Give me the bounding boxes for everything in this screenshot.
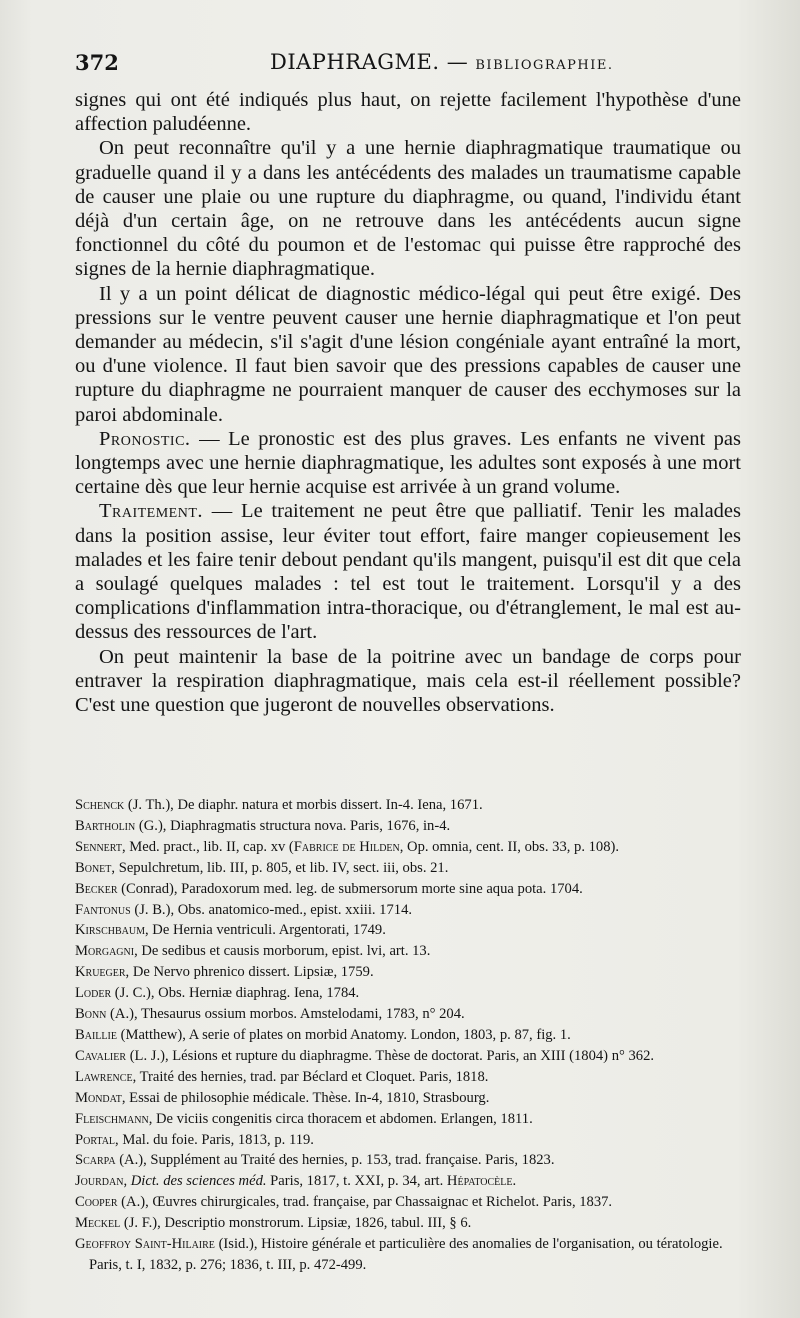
bibliography-entry bbox=[75, 1067, 741, 1088]
bibliography-entry bbox=[75, 837, 741, 858]
entry-text: (Conrad), Paradoxorum med. leg. de submersorum morte sine aqua pota. 1704. bbox=[117, 880, 583, 897]
entry-author: Fantonus bbox=[75, 901, 131, 918]
entry-text: . bbox=[512, 1173, 517, 1190]
bibliography-entry bbox=[75, 941, 741, 962]
entry-text: Paris, 1817, t. XXI, p. 34, art. bbox=[266, 1173, 447, 1190]
entry-text: , bbox=[123, 1173, 131, 1190]
entry-author: Morgagni bbox=[75, 943, 135, 960]
entry-author: Jourdan bbox=[75, 1173, 124, 1190]
body-text bbox=[75, 88, 741, 717]
entry-author: Loder bbox=[75, 985, 112, 1002]
entry-author: Geoffroy Saint-Hilaire bbox=[75, 1236, 215, 1253]
running-head-section: BIBLIOGRAPHIE. bbox=[475, 58, 614, 73]
bibliography-entry bbox=[75, 1171, 741, 1192]
paragraph-text: — Le pronostic est des plus graves. Les enfants ne vivent pas longtemps avec une hernie diaphragmatique, les adultes sont exposés à une mort certaine dès que leur hernie acquise est arrivée à un grand volume. bbox=[75, 427, 741, 499]
entry-author: Fabrice de Hilden bbox=[293, 838, 400, 855]
entry-text: , Essai de philosophie médicale. Thèse. In-4, 1810, Strasbourg. bbox=[121, 1089, 490, 1106]
entry-author: Portal bbox=[75, 1131, 116, 1148]
paragraph: signes qui ont été indiqués plus haut, on rejette facilement l'hypothèse d'une affection paludéenne. bbox=[75, 89, 741, 136]
paragraph: On peut maintenir la base de la poitrine avec un bandage de corps pour entraver la respiration diaphragmatique, mais cela est-il réellement possible? C'est une question que jugeront de nouvelles observations. bbox=[75, 645, 741, 717]
running-head bbox=[270, 50, 613, 74]
entry-author: Sennert bbox=[75, 838, 122, 855]
bibliography-entry bbox=[75, 1234, 741, 1276]
running-head-dash: — bbox=[439, 50, 476, 74]
bibliography-entry bbox=[75, 1088, 741, 1109]
bibliography-entry bbox=[75, 1192, 741, 1213]
bibliography-entry bbox=[75, 858, 741, 879]
entry-text: , Mal. du foie. Paris, 1813, p. 119. bbox=[115, 1131, 314, 1148]
bibliography-entry bbox=[75, 1025, 741, 1046]
entry-author: Lawrence bbox=[75, 1068, 133, 1085]
entry-author: Schenck bbox=[75, 797, 125, 813]
entry-text: (L. J.), Lésions et rupture du diaphragme. Thèse de doctorat. Paris, an XIII (1804) n° 362. bbox=[126, 1047, 655, 1064]
bibliography bbox=[75, 795, 741, 1276]
entry-author: Fleischmann bbox=[75, 1110, 149, 1127]
bibliography-entry bbox=[75, 879, 741, 900]
page-header bbox=[75, 50, 772, 80]
paragraph-pronostic bbox=[75, 427, 741, 500]
section-label: Pronostic. bbox=[99, 427, 191, 450]
bibliography-entry bbox=[75, 1213, 741, 1234]
running-title: DIAPHRAGME. bbox=[270, 50, 440, 74]
bibliography-entry bbox=[75, 900, 741, 921]
entry-author: Krueger bbox=[75, 964, 126, 981]
bibliography-entry bbox=[75, 1150, 741, 1171]
entry-text: , Sepulchretum, lib. III, p. 805, et lib. IV, sect. iii, obs. 21. bbox=[111, 859, 449, 876]
entry-text: , De Hernia ventriculi. Argentorati, 1749. bbox=[145, 922, 386, 939]
entry-title: Dict. des sciences méd. bbox=[130, 1173, 267, 1190]
bibliography-entry bbox=[75, 983, 741, 1004]
entry-text: (G.), Diaphragmatis structura nova. Paris, 1676, in-4. bbox=[135, 817, 451, 834]
bibliography-entry bbox=[75, 920, 741, 941]
entry-author: Becker bbox=[75, 880, 118, 897]
entry-author: Bartholin bbox=[75, 817, 136, 834]
paragraph-traitement bbox=[75, 499, 741, 644]
entry-text: (A.), Œuvres chirurgicales, trad. française, par Chassaignac et Richelot. Paris, 1837. bbox=[117, 1194, 613, 1211]
bibliography-entry bbox=[75, 1004, 741, 1025]
section-label: Traitement. bbox=[99, 500, 204, 523]
paragraph-text: — Le traitement ne peut être que palliatif. Tenir les malades dans la position assise, leur éviter tout effort, faire manger copieusement les malades et les faire tenir debout pendant qu'ils mangent, puisqu'il est dit que cela a soulagé quelques malades : tel est tout le traitement. Lorsqu'il y a des complications d'inflammation intra-thoracique, ou d'étranglement, le mal est au-dessus des ressources de l'art. bbox=[75, 500, 741, 644]
entry-author: Kirschbaum bbox=[75, 922, 145, 939]
bibliography-entry bbox=[75, 816, 741, 837]
entry-author: Meckel bbox=[75, 1215, 121, 1232]
entry-text: (Isid.), Histoire générale et particulière des anomalies de l'organisation, ou tératologie. Paris, t. I, 1832, p. 276; 1836, t. III, p. 472-499. bbox=[89, 1236, 723, 1273]
entry-author: Bonn bbox=[75, 1006, 107, 1023]
entry-text: (J. F.), Descriptio monstrorum. Lipsiæ, 1826, tabul. III, § 6. bbox=[120, 1215, 472, 1232]
entry-author: Baillie bbox=[75, 1026, 117, 1043]
entry-text: , De viciis congenitis circa thoracem et abdomen. Erlangen, 1811. bbox=[148, 1110, 533, 1127]
entry-text: , Op. omnia, cent. II, obs. 33, p. 108). bbox=[399, 838, 620, 855]
entry-text: (J. Th.), De diaphr. natura et morbis dissert. In-4. Iena, 1671. bbox=[124, 797, 483, 813]
entry-text: , De sedibus et causis morborum, epist. lvi, art. 13. bbox=[134, 943, 431, 960]
entry-text: (J. B.), Obs. anatomico-med., epist. xxiii. 1714. bbox=[130, 901, 413, 918]
page-number: 372 bbox=[75, 50, 119, 75]
paragraph: Il y a un point délicat de diagnostic médico-légal qui peut être exigé. Des pressions sur le ventre peuvent causer une hernie diaphragmatique et l'on peut demander au médecin, s'il s'agit d'une lésion congéniale ayant entraîné la mort, ou d'une violence. Il faut bien savoir que des pressions capables de causer une rupture du diaphragme ne pourraient manquer de causer des ecchymoses sur la paroi abdominale. bbox=[75, 282, 741, 426]
paragraph: On peut reconnaître qu'il y a une hernie diaphragmatique traumatique ou graduelle quand il y a dans les antécédents des malades un traumatisme capable de causer une plaie ou une rupture du diaphragme, ou quand, l'individu étant déjà d'un certain âge, on ne retrouve dans les antécédents aucun signe fonctionnel du côté du poumon et de l'estomac qui puisse être rapproché des signes de la hernie diaphragmatique. bbox=[75, 137, 741, 281]
entry-text: , De Nervo phrenico dissert. Lipsiæ, 1759. bbox=[125, 964, 374, 981]
bibliography-entry bbox=[75, 1130, 741, 1151]
entry-text: (A.), Supplément au Traité des hernies, p. 153, trad. française. Paris, 1823. bbox=[115, 1152, 555, 1169]
entry-text: (J. C.), Obs. Herniæ diaphrag. Iena, 1784. bbox=[111, 985, 360, 1002]
entry-text: , Med. pract., lib. II, cap. xv ( bbox=[121, 838, 294, 855]
bibliography-entry bbox=[75, 1046, 741, 1067]
bibliography-entry bbox=[75, 795, 741, 816]
entry-author: Cooper bbox=[75, 1194, 118, 1211]
entry-text: (Matthew), A serie of plates on morbid Anatomy. London, 1803, p. 87, fig. 1. bbox=[116, 1026, 571, 1043]
entry-text: , Traité des hernies, trad. par Béclard et Cloquet. Paris, 1818. bbox=[132, 1068, 489, 1085]
entry-author: Scarpa bbox=[75, 1152, 116, 1169]
bibliography-entry bbox=[75, 1109, 741, 1130]
entry-author: Bonet bbox=[75, 859, 112, 876]
entry-author: Mondat bbox=[75, 1089, 122, 1106]
entry-author: Cavalier bbox=[75, 1047, 127, 1064]
entry-author: Hépatocèle bbox=[446, 1173, 513, 1190]
entry-text: (A.), Thesaurus ossium morbos. Amstelodami, 1783, n° 204. bbox=[106, 1006, 465, 1023]
bibliography-entry bbox=[75, 962, 741, 983]
